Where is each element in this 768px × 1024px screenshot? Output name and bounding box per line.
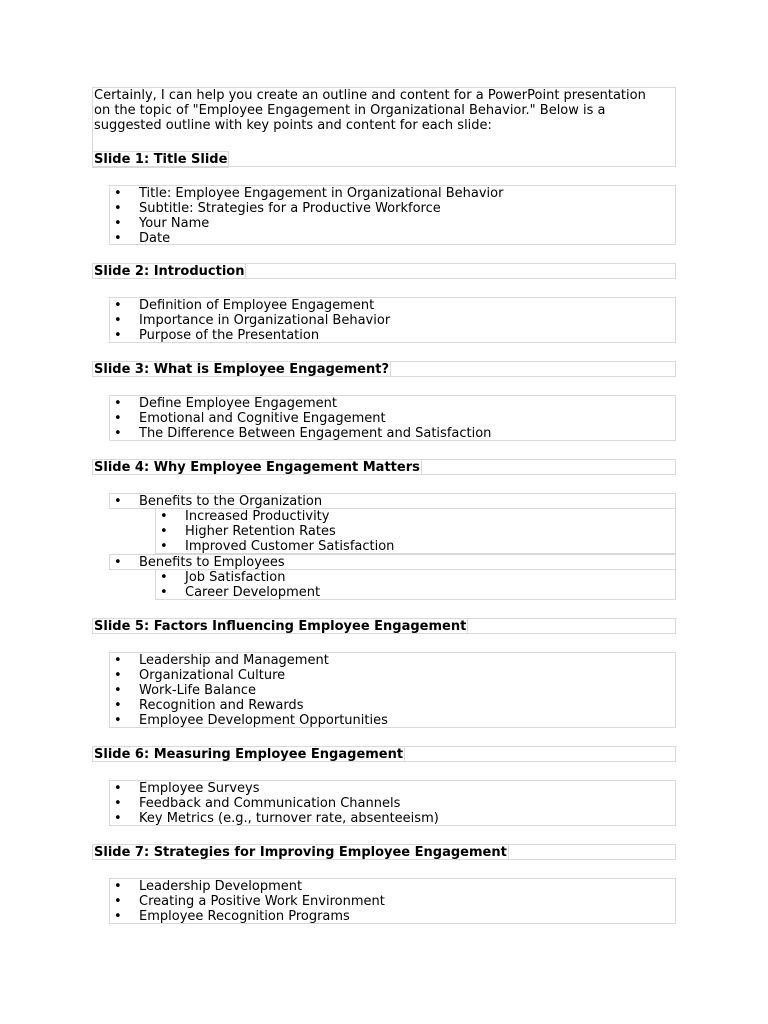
list-item: • Employee Surveys xyxy=(110,781,675,796)
slide-4-group-2-sublist xyxy=(155,569,676,600)
slide-5-list xyxy=(109,652,676,728)
intro-paragraph xyxy=(92,87,676,167)
intro-line: Certainly, I can help you create an outline and content for a PowerPoint presentation xyxy=(94,88,646,103)
list-item: • Recognition and Rewards xyxy=(110,698,675,713)
list-item: • Your Name xyxy=(110,216,675,231)
slide-1-list xyxy=(109,185,676,245)
slide-4-group-2 xyxy=(109,554,676,570)
intro-line: suggested outline with key points and content for each slide: xyxy=(94,118,492,133)
slide-4-heading-row xyxy=(92,459,676,475)
sub-list-item: • Improved Customer Satisfaction xyxy=(156,539,675,554)
slide-2-heading-row xyxy=(92,263,676,279)
slide-3-list xyxy=(109,395,676,441)
list-item: • Subtitle: Strategies for a Productive Workforce xyxy=(110,201,675,216)
list-item: • Importance in Organizational Behavior xyxy=(110,313,675,328)
sub-list-item: • Job Satisfaction xyxy=(156,570,675,585)
slide-4-group-1 xyxy=(109,493,676,509)
list-item: • Employee Development Opportunities xyxy=(110,713,675,728)
slide-3-heading-row xyxy=(92,361,676,377)
slide-7-list xyxy=(109,878,676,924)
slide-2-list xyxy=(109,297,676,343)
slide-heading: Slide 6: Measuring Employee Engagement xyxy=(94,747,404,762)
slide-heading: Slide 2: Introduction xyxy=(94,264,245,279)
list-item: • Leadership and Management xyxy=(110,653,675,668)
list-item: • Benefits to Employees xyxy=(110,555,675,570)
list-item: • Key Metrics (e.g., turnover rate, absenteeism) xyxy=(110,811,675,826)
list-item: • Purpose of the Presentation xyxy=(110,328,675,343)
list-item: • Title: Employee Engagement in Organizational Behavior xyxy=(110,186,675,201)
list-item: • Leadership Development xyxy=(110,879,675,894)
slide-heading: Slide 7: Strategies for Improving Employee Engagement xyxy=(94,845,507,860)
slide-5-heading-row xyxy=(92,618,676,634)
slide-heading: Slide 5: Factors Influencing Employee Engagement xyxy=(94,619,467,634)
slide-6-list xyxy=(109,780,676,826)
list-item: • Employee Recognition Programs xyxy=(110,909,675,924)
list-item: • Benefits to the Organization xyxy=(110,494,675,509)
list-item: • Feedback and Communication Channels xyxy=(110,796,675,811)
list-item: • Work-Life Balance xyxy=(110,683,675,698)
list-item: • Creating a Positive Work Environment xyxy=(110,894,675,909)
sub-list-item: • Increased Productivity xyxy=(156,509,675,524)
slide-7-heading-row xyxy=(92,844,676,860)
slide-heading: Slide 1: Title Slide xyxy=(94,152,228,167)
slide-6-heading-row xyxy=(92,746,676,762)
slide-4-group-1-sublist xyxy=(155,508,676,554)
list-item: • Emotional and Cognitive Engagement xyxy=(110,411,675,426)
slide-heading: Slide 4: Why Employee Engagement Matters xyxy=(94,460,420,475)
list-item: • Definition of Employee Engagement xyxy=(110,298,675,313)
list-item: • Define Employee Engagement xyxy=(110,396,675,411)
slide-heading: Slide 3: What is Employee Engagement? xyxy=(94,362,389,377)
list-item: • The Difference Between Engagement and Satisfaction xyxy=(110,426,675,441)
sub-list-item: • Career Development xyxy=(156,585,675,600)
list-item: • Organizational Culture xyxy=(110,668,675,683)
sub-list-item: • Higher Retention Rates xyxy=(156,524,675,539)
list-item: • Date xyxy=(110,231,675,246)
intro-line: on the topic of "Employee Engagement in Organizational Behavior." Below is a xyxy=(94,103,606,118)
